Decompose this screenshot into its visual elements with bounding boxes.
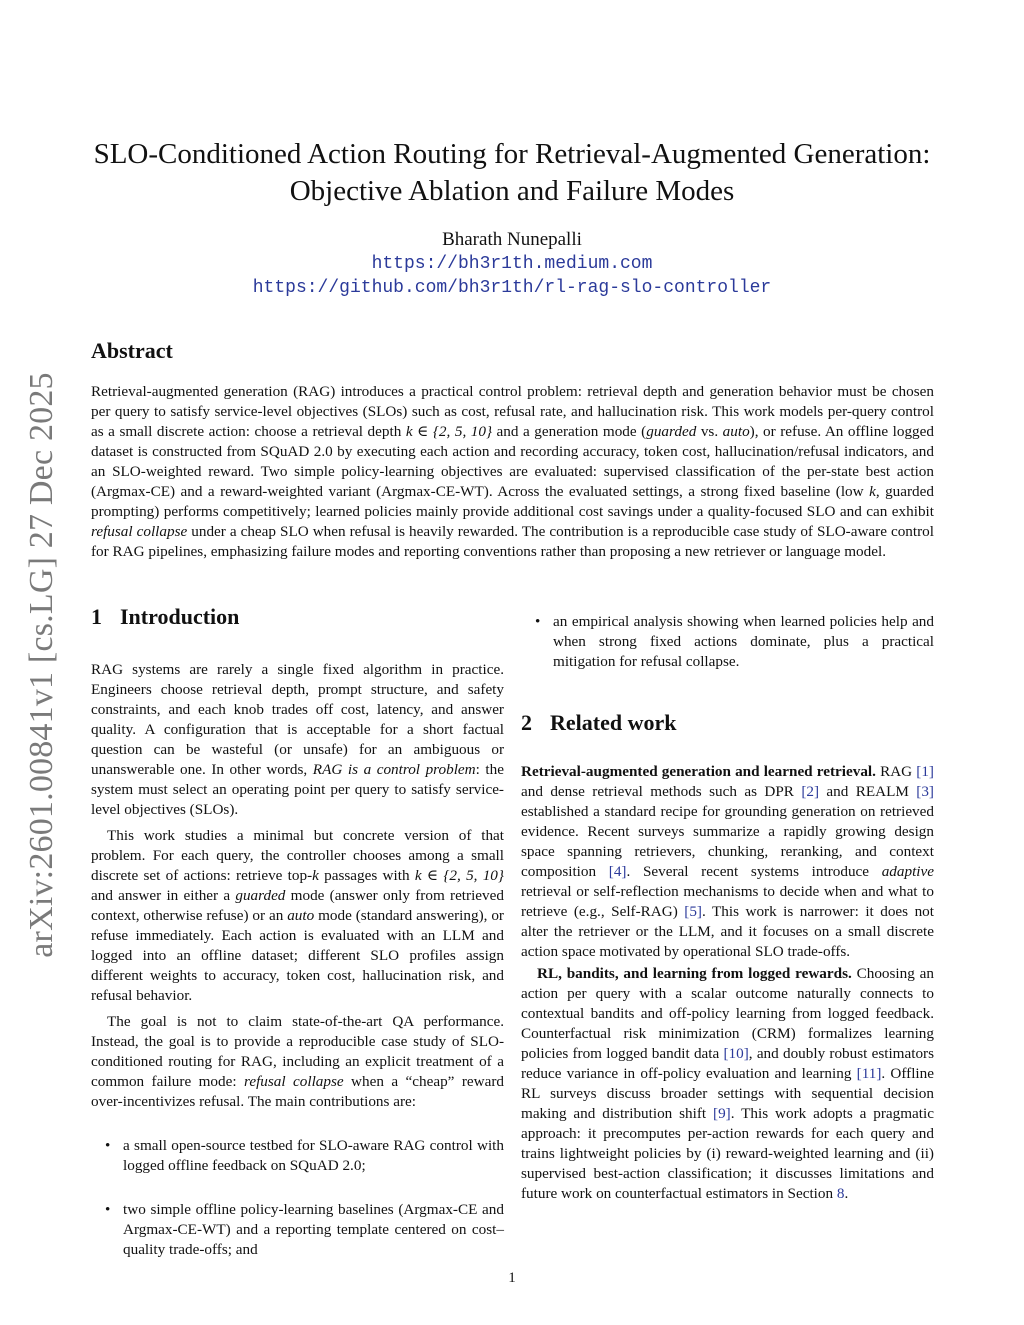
emphasis-refusal-collapse: refusal collapse <box>243 1073 344 1090</box>
left-column <box>91 604 504 1260</box>
text-fragment: RAG systems are rarely a single fixed algorithm in practice. Engineers choose retrieval depth, prompt structure, and safety constraints, and each knob trades off cost, latency, and answer quality. A configuration that is acceptable for a short factual question can be wasteful (or unsafe) for an ambiguous or unanswerable one. In other words, <box>91 661 504 778</box>
section-heading-related-work <box>521 710 934 736</box>
abstract-fragment: ), or refuse. An offline logged dataset is constructed from SQuAD 2.0 by executing each action and recording accuracy, token cost, hallucination/refusal indicators, and an SLO-weighted reward. Two simple policy-learning objectives are evaluated: supervised classification of the per-state best action (Argmax-CE) and a reward-weighted variant (Argmax-CE-WT). Across the evaluated settings, a strong fixed baseline (low <box>91 423 934 500</box>
text-fragment: : the system must select an operating point per query to satisfy service-level objectives (SLOs). <box>91 761 504 818</box>
emphasis-refusal-collapse: refusal collapse <box>91 523 188 540</box>
contribution-text: a small open-source testbed for SLO-aware RAG control with logged offline feedback on SQuAD 2.0; <box>123 1137 504 1174</box>
section-heading-introduction <box>91 604 504 630</box>
contribution-text: an empirical analysis showing when learned policies help and when strong fixed actions dominate, plus a practical mitigation for refusal collapse. <box>553 613 934 670</box>
text-fragment: , and doubly robust estimators reduce variance in off-policy evaluation and learning <box>521 1045 935 1082</box>
math-k-set: k ∈ {2, 5, 10} <box>414 867 504 884</box>
emphasis-adaptive: adaptive <box>881 863 934 880</box>
text-fragment: RAG <box>875 763 917 780</box>
text-fragment: mode (standard answering), or refuse immediately. Each action is evaluated with an LLM and logged into an offline dataset; different SLO profiles assign different weights to accuracy, token cost, hallucination risk, and refusal behavior. <box>91 907 504 1004</box>
contributions-list <box>91 1136 504 1260</box>
emphasis-auto: auto <box>722 423 750 440</box>
text-fragment: The goal is not to claim state-of-the-art QA performance. Instead, the goal is to provide a reproducible case study of SLO-conditioned routing for RAG, including an explicit treatment of a common failure mode: <box>91 1013 504 1090</box>
text-fragment: when a “cheap” reward over-incentivizes refusal. The main contributions are: <box>91 1073 504 1110</box>
citation-link[interactable]: [3] <box>916 783 934 800</box>
contribution-item <box>91 1200 504 1260</box>
related-paragraph-1 <box>521 762 934 962</box>
author-block <box>60 228 964 300</box>
bullet-icon: • <box>105 1137 111 1154</box>
text-fragment: and REALM <box>819 783 917 800</box>
citation-link[interactable]: [4] <box>608 863 627 880</box>
section-title: Introduction <box>120 604 240 629</box>
arxiv-identifier-text: arXiv:2601.00841v1 [cs.LG] 27 Dec 2025 <box>23 372 60 958</box>
paragraph-run-in-heading: Retrieval-augmented generation and learned retrieval. <box>521 763 876 780</box>
related-paragraph-2 <box>521 964 934 1204</box>
title-line-2: Objective Ablation and Failure Modes <box>289 175 735 207</box>
text-fragment: retrieval or self-reflection mechanisms to decide when and what to retrieve (e.g., Self-RAG) <box>521 883 934 920</box>
bullet-icon: • <box>535 613 541 630</box>
bullet-icon: • <box>105 1201 111 1218</box>
contributions-list-continued <box>521 612 934 672</box>
citation-link[interactable]: [10] <box>723 1045 749 1062</box>
text-fragment: and answer in either a <box>91 887 236 904</box>
paragraph-run-in-heading: RL, bandits, and learning from logged rewards. <box>537 965 852 982</box>
page-number: 1 <box>508 1270 516 1286</box>
abstract-fragment: Retrieval-augmented generation (RAG) introduces a practical control problem: retrieval depth and generation behavior must be chosen per query to satisfy service-level objectives (SLOs) such as cost, refusal rate, and hallucination risk. This work models per-query control as a small discrete action: choose a retrieval depth <box>91 383 934 440</box>
text-fragment: mode (answer only from retrieved context, otherwise refuse) or an <box>91 887 504 924</box>
contribution-item <box>91 1136 504 1176</box>
math-k-set: k ∈ {2, 5, 10} <box>405 423 493 440</box>
text-fragment: . This work adopts a pragmatic approach: it precomputes per-action rewards for each query and trains lightweight policies by (i) reward-weighted learning and (ii) supervised best-action classification; it discusses limitations and future work on counterfactual estimators in Section <box>521 1105 934 1202</box>
abstract-fragment: and a generation mode ( <box>492 423 647 440</box>
section-number: 1 <box>91 604 102 629</box>
right-column <box>521 612 934 1204</box>
text-fragment: Choosing an action per query with a scalar outcome naturally connects to contextual bandits and off-policy learning from logged feedback. Counterfactual risk minimization (CRM) formalizes learning policies from logged bandit data <box>521 965 934 1062</box>
text-fragment: . This work is narrower: it does not alter the retriever or the LLM, and it focuses on a small discrete action space motivated by operational SLO trade-offs. <box>521 903 934 960</box>
abstract-fragment: , guarded prompting) performs competitively; learned policies mainly provide additional cost savings under a quality-focused SLO and can exhibit <box>91 483 934 520</box>
emphasis-auto: auto <box>287 907 315 924</box>
emphasis-guarded: guarded <box>646 423 697 440</box>
text-fragment: . <box>844 1185 849 1202</box>
text-fragment: and dense retrieval methods such as DPR <box>521 783 802 800</box>
section-title: Related work <box>550 710 677 735</box>
author-name: Bharath Nunepalli <box>442 229 582 250</box>
intro-paragraph-1 <box>91 660 504 820</box>
section-number: 2 <box>521 710 532 735</box>
paper-title <box>60 136 964 210</box>
citation-link[interactable]: [5] <box>684 903 702 920</box>
text-fragment: . Offline RL surveys discuss broader settings with sequential decision making and distribution shift <box>521 1065 934 1122</box>
contribution-text: two simple offline policy-learning baselines (Argmax-CE and Argmax-CE-WT) and a reporting template centered on cost–quality trade-offs; and <box>123 1201 504 1258</box>
math-k: k <box>869 483 876 500</box>
intro-paragraph-3 <box>91 1012 504 1112</box>
citation-link[interactable]: [11] <box>856 1065 882 1082</box>
text-fragment: . Several recent systems introduce <box>626 863 882 880</box>
text-fragment: established a standard recipe for grounding generation on retrieved evidence. Recent surveys summarize a rapidly growing design space spanning retrievers, chunking, reranking, and context composition <box>521 803 934 880</box>
abstract-heading: Abstract <box>91 338 173 363</box>
abstract-text <box>91 382 934 562</box>
emphasis-rag-control: RAG is a control problem <box>312 761 476 778</box>
contribution-item <box>521 612 934 672</box>
text-fragment: passages with <box>318 867 415 884</box>
intro-paragraph-2 <box>91 826 504 1006</box>
citation-link[interactable]: [9] <box>713 1105 731 1122</box>
abstract-fragment: vs. <box>696 423 723 440</box>
title-line-1: SLO-Conditioned Action Routing for Retrieval-Augmented Generation: <box>93 138 931 170</box>
code-repo-link[interactable]: https://github.com/bh3r1th/rl-rag-slo-controller <box>252 278 772 298</box>
text-fragment: This work studies a minimal but concrete version of that problem. For each query, the controller chooses among a small discrete set of actions: retrieve top- <box>91 827 504 884</box>
emphasis-guarded: guarded <box>235 887 286 904</box>
abstract-fragment: under a cheap SLO when refusal is heavily rewarded. The contribution is a reproducible case study of SLO-aware control for RAG pipelines, emphasizing failure modes and reporting conventions rather than proposing a new retriever or language model. <box>91 523 934 560</box>
citation-link[interactable]: [1] <box>916 763 934 780</box>
arxiv-identifier <box>0 0 60 958</box>
author-blog-link[interactable]: https://bh3r1th.medium.com <box>371 254 653 274</box>
section-reference-link[interactable]: 8 <box>836 1185 845 1202</box>
math-k: k <box>312 867 319 884</box>
citation-link[interactable]: [2] <box>801 783 820 800</box>
